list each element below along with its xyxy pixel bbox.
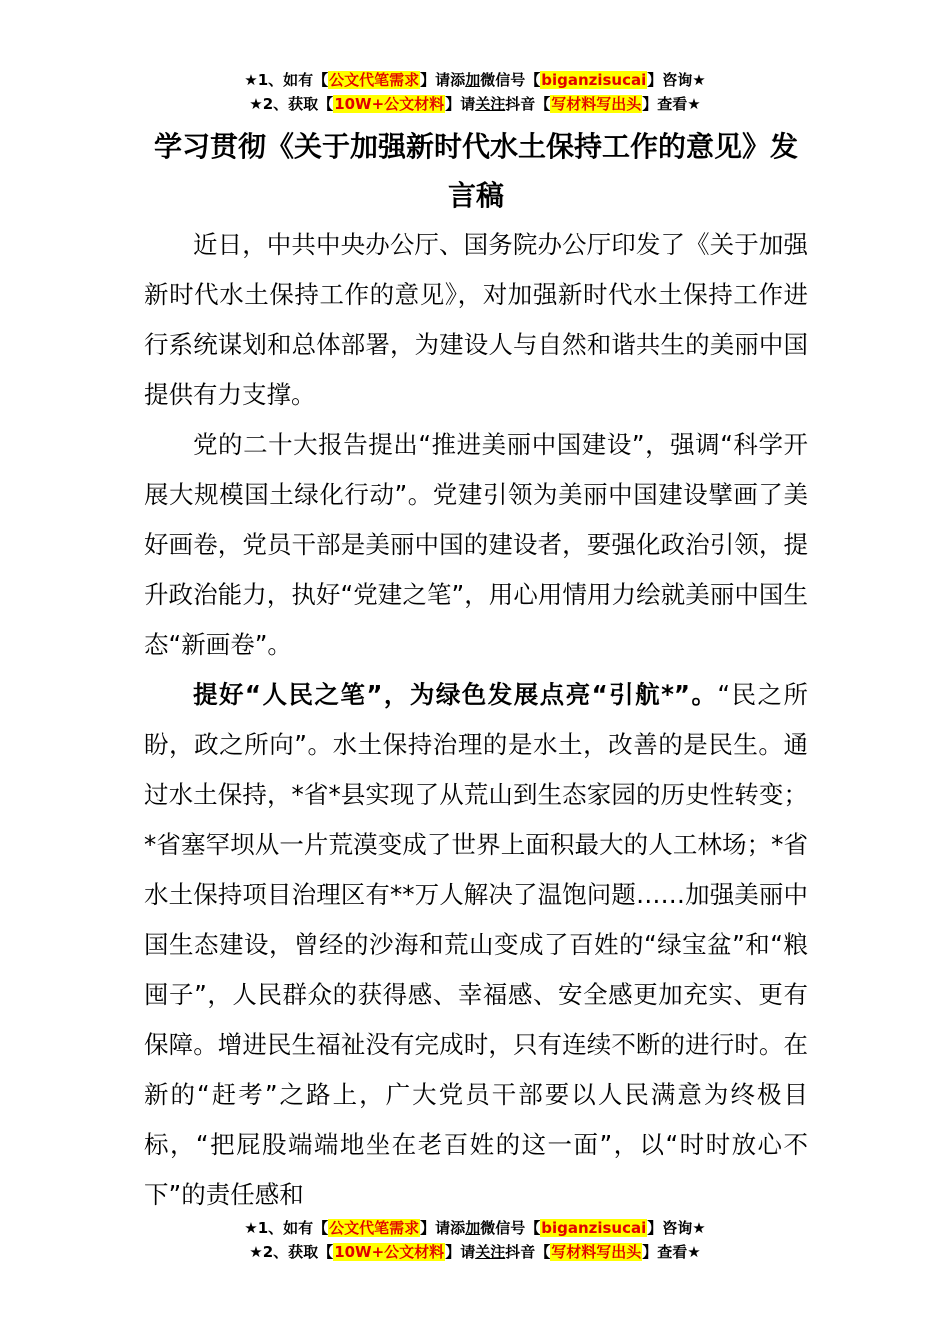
promo-underline: 加 <box>465 71 481 89</box>
paragraph-2: 党的二十大报告提出“推进美丽中国建设”，强调“科学开展大规模国土绿化行动”。党建引领为美丽中国建设擘画了美好画卷，党员干部是美丽中国的建设者，要强化政治引领，提升政治能力，执好“党建之笔”，用心用情用力绘就美丽中国生态“新画卷”。 <box>144 430 808 659</box>
promo-text: 】请 <box>445 95 476 113</box>
promo-text: 】咨询★ <box>647 1219 706 1237</box>
promo-text: 抖音【 <box>505 95 551 113</box>
promo-text: ★1、如有【 <box>244 1219 329 1237</box>
document-title: 学习贯彻《关于加强新时代水土保持工作的意见》发言稿 <box>153 130 798 212</box>
promo-text: 】咨询★ <box>647 71 706 89</box>
promo-underline: 关注 <box>475 95 506 113</box>
promo-highlight: 写材料写出头 <box>551 1243 642 1261</box>
promo-text: ★2、获取【 <box>249 1243 334 1261</box>
document-body <box>144 220 808 1220</box>
paragraph-3-heading: 提好“人民之笔”，为绿色发展点亮“引航*”。 <box>193 680 718 709</box>
promo-highlight: 公文代笔需求 <box>329 71 420 89</box>
paragraph-1: 近日，中共中央办公厅、国务院办公厅印发了《关于加强新时代水土保持工作的意见》，对加强新时代水土保持工作进行系统谋划和总体部署，为建设人与自然和谐共生的美丽中国提供有力支撑。 <box>144 230 808 409</box>
promo-highlight: biganzisucai <box>541 1219 647 1237</box>
promo-text: 】请添 <box>420 71 466 89</box>
promo-highlight: 写材料写出头 <box>551 95 642 113</box>
promo-line-1 <box>0 1216 950 1240</box>
promo-line-2 <box>0 92 950 116</box>
promo-text: 】查看★ <box>642 95 701 113</box>
top-promo-banner <box>0 68 950 116</box>
promo-text: 】请 <box>445 1243 476 1261</box>
promo-line-1 <box>0 68 950 92</box>
promo-highlight: biganzisucai <box>541 71 647 89</box>
promo-underline: 加 <box>465 1219 481 1237</box>
promo-text: 抖音【 <box>505 1243 551 1261</box>
promo-text: ★2、获取【 <box>249 95 334 113</box>
promo-highlight: 公文代笔需求 <box>329 1219 420 1237</box>
bottom-promo-banner <box>0 1216 950 1264</box>
promo-text: 】查看★ <box>642 1243 701 1261</box>
paragraph-3 <box>144 670 808 1220</box>
promo-underline: 关注 <box>475 1243 506 1261</box>
promo-highlight: 10W+公文材料 <box>334 1243 445 1261</box>
promo-highlight: 10W+公文材料 <box>334 95 445 113</box>
promo-text: 微信号【 <box>480 71 541 89</box>
promo-text: ★1、如有【 <box>244 71 329 89</box>
promo-text: 微信号【 <box>480 1219 541 1237</box>
paragraph-3-text: “民之所盼，政之所向”。水土保持治理的是水土，改善的是民生。通过水土保持，*省*县实现了从荒山到生态家园的历史性转变；*省塞罕坝从一片荒漠变成了世界上面积最大的人工林场；*省水土保持项目治理区有**万人解决了温饱问题……加强美丽中国生态建设，曾经的沙海和荒山变成了百姓的“绿宝盆”和“粮囤子”，人民群众的获得感、幸福感、安全感更加充实、更有保障。增进民生福祉没有完成时，只有连续不断的进行时。在新的“赶考”之路上，广大党员干部要以人民满意为终极目标，“把屁股端端地坐在老百姓的这一面”，以“时时放心不下”的责任感和 <box>144 680 808 1209</box>
promo-line-2 <box>0 1240 950 1264</box>
promo-text: 】请添 <box>420 1219 466 1237</box>
